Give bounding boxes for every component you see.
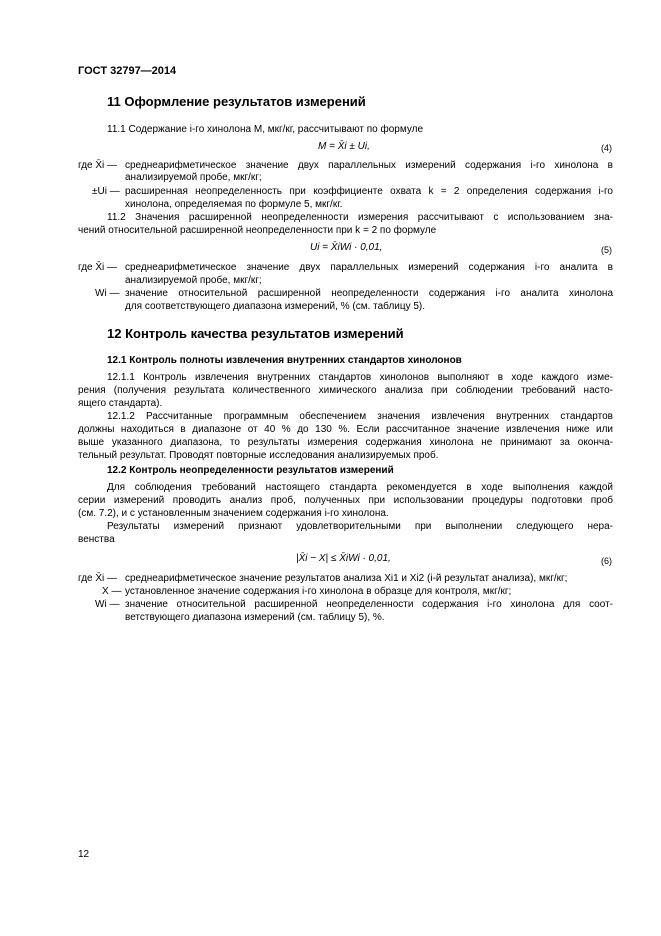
def-6b-term: X —	[102, 586, 122, 597]
def-4a-line1: среднеарифметическое значение двух параллельных измерений содержания i-го хинолона в	[125, 160, 613, 171]
def-4b-line2: хинолона, определяемая по формуле 5, мкг/кг.	[125, 199, 343, 210]
def-4b-term: ±Ui —	[92, 186, 120, 197]
def-5b-line2: для соответствующего диапазона измерений, % (см. таблицу 5).	[125, 301, 426, 312]
para-12-2-a-line3: (см. 7.2), и с установленным значением содержания i-го хинолона.	[78, 508, 389, 519]
formula-6: |X̄i − X| ≤ X̄iWi · 0,01,	[296, 553, 391, 564]
subsection-12-1-title: 12.1 Контроль полноты извлечения внутренних стандартов хинолонов	[107, 355, 462, 366]
def-5a-term: где X̄i —	[78, 262, 118, 273]
def-6c-line2: ветствующего диапазона измерений (см. таблицу 5), %.	[125, 612, 385, 623]
para-11-2-line2: чений относительной расширенной неопределенности при k = 2 по формуле	[78, 225, 437, 236]
def-6c-term: Wi —	[95, 599, 120, 610]
para-12-2-b-line1: Результаты измерений признают удовлетворительными при выполнении следующего нера-	[107, 521, 613, 532]
para-12-1-2-line4: тельный результат. Проводят повторные исследования анализируемых проб.	[78, 450, 439, 461]
section-11-title: 11 Оформление результатов измерений	[107, 94, 366, 109]
def-4a-term: где X̄i —	[78, 160, 118, 171]
def-6c-line1: значение относительной расширенной неопределенности содержания i-го хинолона для соот-	[125, 599, 613, 610]
para-12-1-2-line1: 12.1.2 Рассчитанные программным обеспечением значения извлечения внутренних стандартов	[107, 411, 613, 422]
def-6b-line1: установленное значение содержания i-го хинолона в образце для контроля, мкг/кг;	[125, 586, 512, 597]
def-6a-line1: среднеарифметическое значение результатов анализа Xi1 и Xi2 (i-й результат анализа), мкг/кг;	[125, 573, 568, 584]
def-5a-line1: среднеарифметическое значение двух параллельных измерений содержания i-го аналита в	[125, 262, 613, 273]
def-5b-term: Wi —	[95, 288, 120, 299]
formula-4: M = X̄i ± Ui,	[318, 141, 370, 152]
para-11-2-line1: 11.2 Значения расширенной неопределенности измерения рассчитывают с использованием зна-	[107, 212, 613, 223]
para-12-1-2-line2: должны находиться в диапазоне от 40 % до 130 %. Если рассчитанное значение извлечения ниже или	[78, 424, 613, 435]
para-12-2-a-line1: Для соблюдения требований настоящего стандарта рекомендуется в ходе выполнения каждой	[107, 482, 613, 493]
formula-5: Ui = X̄iWi · 0,01,	[310, 242, 383, 253]
para-11-1: 11.1 Содержание i-го хинолона M, мкг/кг, рассчитывают по формуле	[107, 124, 424, 135]
def-4b-line1: расширенная неопределенность при коэффициенте охвата k = 2 определения содержания i-го	[125, 186, 613, 197]
document-header: ГОСТ 32797—2014	[78, 65, 177, 77]
para-12-1-1-line1: 12.1.1 Контроль извлечения внутренних стандартов хинолонов выполняют в ходе каждого изме-	[107, 372, 613, 383]
para-12-2-a-line2: серии измерений проводить анализ проб, полученных при использовании процедуры подготовки проб	[78, 495, 613, 506]
def-5b-line1: значение относительной расширенной неопределенности содержания i-го аналита хинолона	[125, 288, 613, 299]
section-12-title: 12 Контроль качества результатов измерений	[107, 326, 404, 341]
para-12-2-b-line2: венства	[78, 534, 115, 545]
para-12-1-1-line3: ящего стандарта).	[78, 398, 163, 409]
page-number: 12	[78, 849, 90, 860]
formula-4-number: (4)	[601, 143, 612, 153]
para-12-1-2-line3: выше указанного диапазона, то результаты измерения содержания хинолона не принимают за оконча-	[78, 437, 613, 448]
def-4a-line2: анализируемой пробе, мкг/кг;	[125, 172, 262, 183]
def-6a-term: где X̄i —	[78, 573, 118, 584]
subsection-12-2-title: 12.2 Контроль неопределенности результатов измерений	[107, 465, 394, 476]
formula-5-number: (5)	[601, 245, 612, 255]
formula-6-number: (6)	[601, 556, 612, 566]
def-5a-line2: анализируемой пробе, мкг/кг;	[125, 275, 262, 286]
para-12-1-1-line2: рения (получения результата количественного химического анализа при соблюдении требований насто-	[78, 385, 613, 396]
